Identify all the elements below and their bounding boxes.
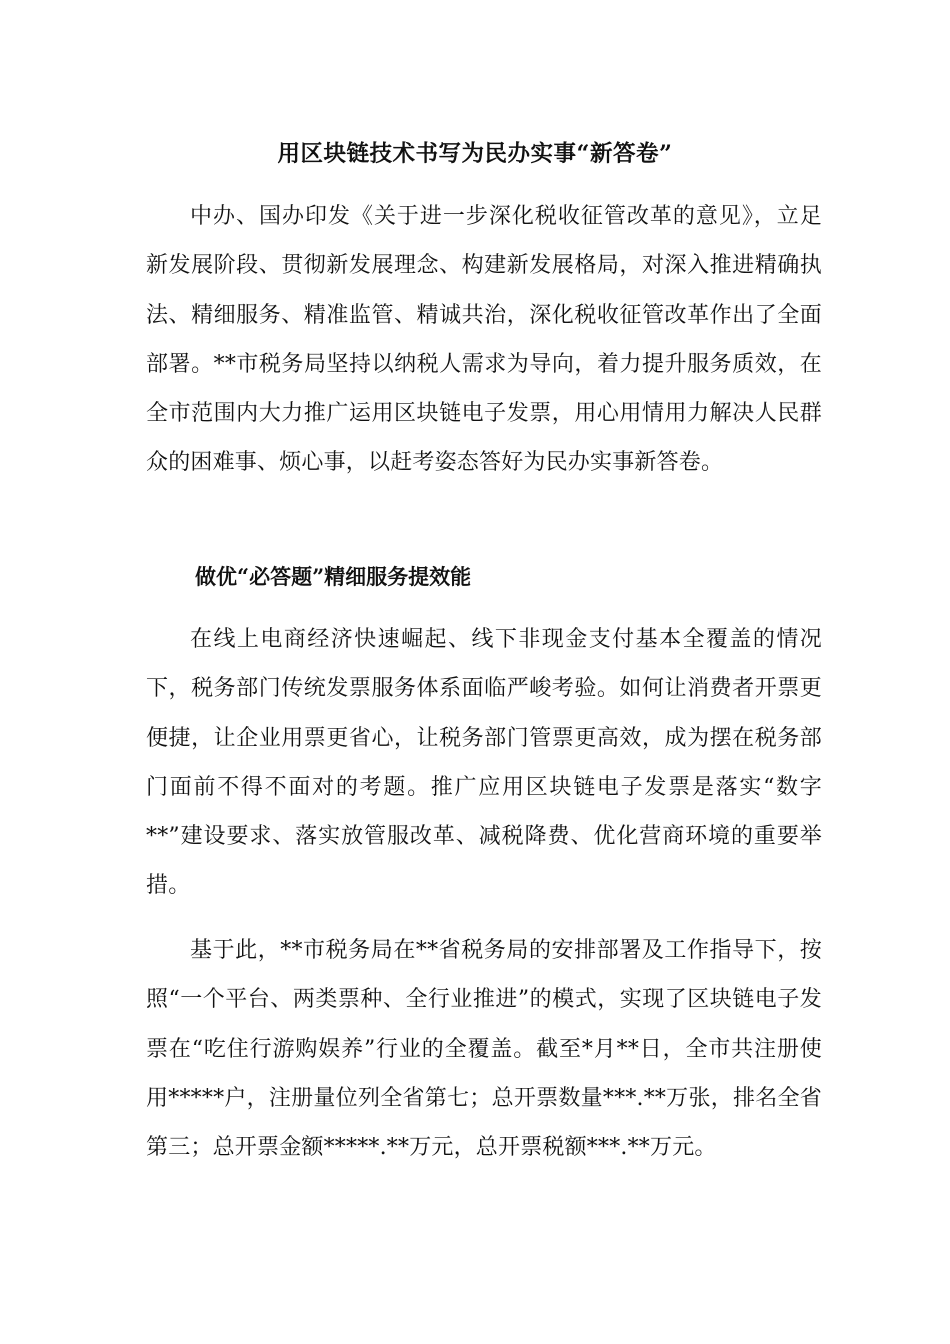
intro-paragraph: 中办、国办印发《关于进一步深化税收征管改革的意见》，立足新发展阶段、贯彻新发展理念、构建新发展格局，对深入推进精确执法、精细服务、精准监管、精诚共治，深化税收征管改革作出了全面部署。**市税务局坚持以纳税人需求为导向，着力提升服务质效，在全市范围内大力推广运用区块链电子发票，用心用情用力解决人民群众的困难事、烦心事，以赶考姿态答好为民办实事新答卷。	[146, 204, 822, 476]
document-title: 用区块链技术书写为民办实事“新答卷”	[277, 141, 673, 167]
section-heading: 做优“必答题”精细服务提效能	[195, 564, 472, 589]
body-paragraph-2: 基于此，**市税务局在**省税务局的安排部署及工作指导下，按照“一个平台、两类票种、全行业推进”的模式，实现了区块链电子发票在“吃住行游购娱养”行业的全覆盖。截至*月**日，全市共注册使用*****户，注册量位列全省第七；总开票数量***.**万张，排名全省第三；总开票金额*****.**万元，总开票税额***.**万元。	[146, 938, 822, 1161]
body-paragraph-1: 在线上电商经济快速崛起、线下非现金支付基本全覆盖的情况下，税务部门传统发票服务体系面临严峻考验。如何让消费者开票更便捷，让企业用票更省心，让税务部门管票更高效，成为摆在税务部门面前不得不面对的考题。推广应用区块链电子发票是落实“数字**”建设要求、落实放管服改革、减税降费、优化营商环境的重要举措。	[146, 627, 822, 899]
